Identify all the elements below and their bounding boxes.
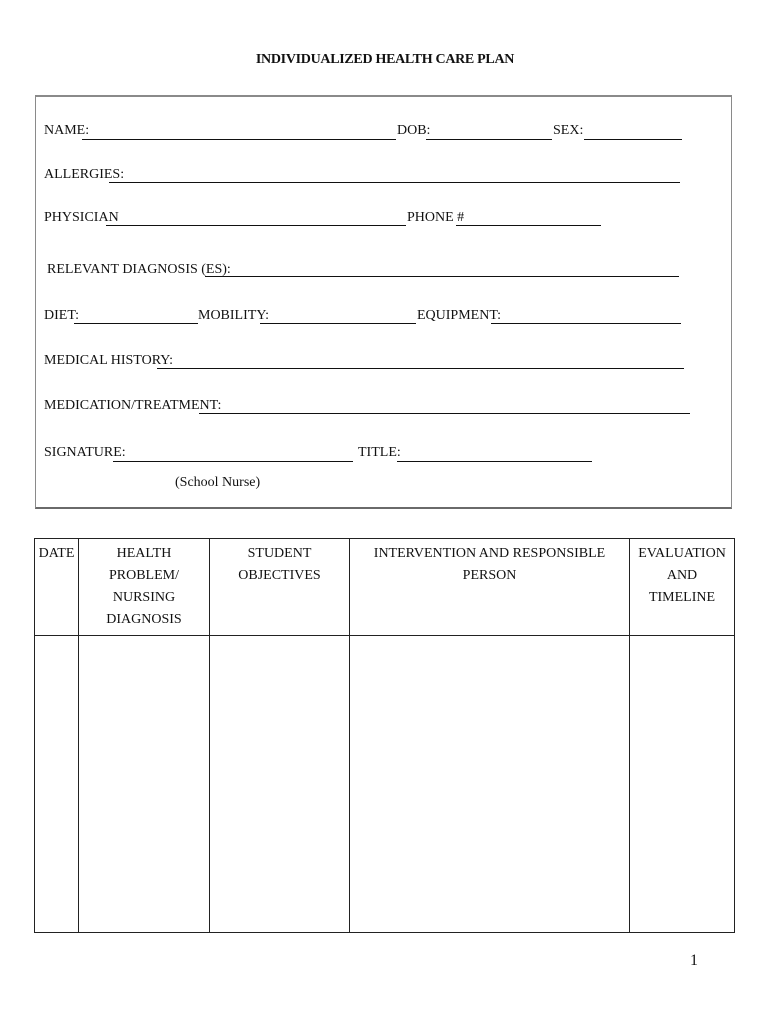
title-field[interactable] bbox=[397, 461, 592, 462]
phone-field[interactable] bbox=[456, 225, 601, 226]
table-header-row bbox=[35, 539, 735, 636]
column-header-text: AND TIMELINE bbox=[648, 568, 716, 605]
medication-field[interactable] bbox=[199, 413, 690, 414]
column-header-text: DATE bbox=[38, 546, 75, 561]
equipment-label: EQUIPMENT: bbox=[417, 308, 502, 323]
physician-label: PHYSICIAN bbox=[44, 210, 119, 225]
column-header-intervention bbox=[350, 539, 630, 636]
column-header-evaluation bbox=[630, 539, 735, 636]
equipment-field[interactable] bbox=[491, 323, 681, 324]
date-cell[interactable] bbox=[35, 636, 79, 933]
health-problem-cell[interactable] bbox=[79, 636, 210, 933]
document-title: INDIVIDUALIZED HEALTH CARE PLAN bbox=[255, 52, 515, 67]
medical-history-field[interactable] bbox=[157, 368, 684, 369]
care-plan-table bbox=[34, 538, 735, 933]
allergies-label: ALLERGIES: bbox=[44, 167, 125, 182]
medical-history-label: MEDICAL HISTORY: bbox=[44, 353, 174, 368]
column-header-text: NURSING DIAGNOSIS bbox=[106, 590, 182, 627]
signature-field[interactable] bbox=[113, 461, 353, 462]
diet-field[interactable] bbox=[74, 323, 198, 324]
column-header-text: EVALUATION bbox=[638, 546, 726, 561]
mobility-label: MOBILITY: bbox=[198, 308, 270, 323]
diagnosis-label: RELEVANT DIAGNOSIS (ES): bbox=[47, 262, 231, 277]
dob-label: DOB: bbox=[397, 123, 431, 138]
diet-label: DIET: bbox=[44, 308, 80, 323]
table-row bbox=[35, 636, 735, 933]
medication-label: MEDICATION/TREATMENT: bbox=[44, 398, 222, 413]
allergies-field[interactable] bbox=[109, 182, 680, 183]
phone-label: PHONE # bbox=[407, 210, 465, 225]
name-label: NAME: bbox=[44, 123, 90, 138]
intervention-cell[interactable] bbox=[350, 636, 630, 933]
sex-label: SEX: bbox=[553, 123, 584, 138]
sex-field[interactable] bbox=[584, 139, 682, 140]
physician-field[interactable] bbox=[106, 225, 406, 226]
name-field[interactable] bbox=[82, 139, 396, 140]
title-label: TITLE: bbox=[358, 445, 401, 460]
column-header-health-problem bbox=[79, 539, 210, 636]
column-header-date bbox=[35, 539, 79, 636]
column-header-student-objectives bbox=[210, 539, 350, 636]
page-number: 1 bbox=[690, 952, 698, 969]
signature-note: (School Nurse) bbox=[175, 475, 261, 490]
mobility-field[interactable] bbox=[260, 323, 416, 324]
signature-label: SIGNATURE: bbox=[44, 445, 126, 460]
column-header-text: STUDENT OBJECTIVES bbox=[238, 546, 321, 583]
evaluation-cell[interactable] bbox=[630, 636, 735, 933]
student-objectives-cell[interactable] bbox=[210, 636, 350, 933]
dob-field[interactable] bbox=[426, 139, 552, 140]
column-header-text: INTERVENTION AND RESPONSIBLE PERSON bbox=[373, 546, 606, 583]
column-header-text: HEALTH PROBLEM/ bbox=[108, 546, 179, 583]
diagnosis-field[interactable] bbox=[205, 276, 679, 277]
